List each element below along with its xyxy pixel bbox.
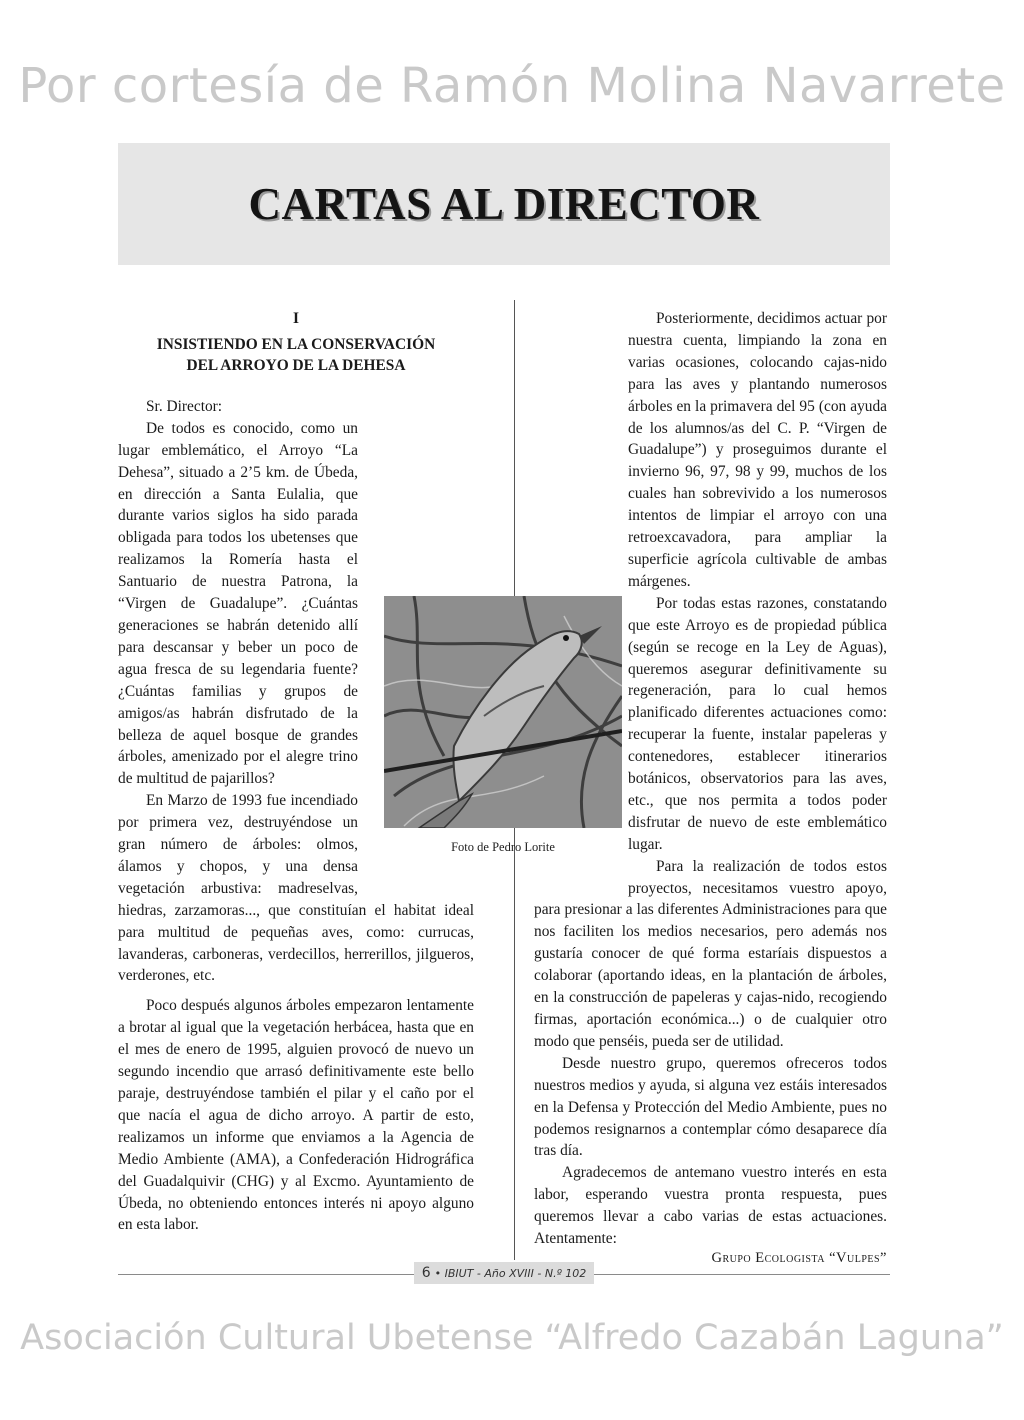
bird-photo-icon — [384, 596, 622, 828]
watermark-bottom: Asociación Cultural Ubetense “Alfredo Cazabán Laguna” — [20, 1318, 1004, 1358]
body-paragraph: Posteriormente, decidimos actuar por nuestra cuenta, limpiando la zona en varias ocasiones, colocando cajas-nido para las aves y plantando numerosos árboles en la primavera del 95 (con ayuda de los alumnos/as del C. P. “Virgen de Guadalupe”) y proseguimos durante el invierno 96, 97, 98 y 99, muchos de los cuales han sobrevivido a los numerosos intentos de limpiar el arroyo con una retroexcavadora, para ampliar la superficie agrícola cultivable de ambas márgenes. — [628, 310, 887, 590]
body-paragraph: De todos es conocido, como un lugar emblemático, el Arroyo “La Dehesa”, situado a 2’5 km. de Úbeda, en dirección a Santa Eulalia, que durante varios siglos ha sido parada obligada para todos los ubetenses que realizamos la Romería hasta el Santuario de nuestra Patrona, la “Virgen de Guadalupe”. ¿Cuántas generaciones se habrán detenido allí para descansar y beber un poco de agua fresca de su legendaria fuente? ¿Cuántas familias y grupos de amigos/as habrán disfrutado de la belleza de aquel bosque de grandes árboles, amenizado por el alegre trino de multitud de pajarillos? — [118, 419, 358, 788]
article-number: I — [293, 310, 299, 327]
salutation: Sr. Director: — [146, 397, 223, 415]
signature: Grupo Ecologista “Vulpes” — [711, 1250, 887, 1266]
body-paragraph: Desde nuestro grupo, queremos ofreceros todos nuestros medios y ayuda, si alguna vez estáis interesados en la Defensa y Protección del Medio Ambiente, pues no podemos resignarnos a contemplar cómo desaparece día tras día. — [534, 1054, 887, 1160]
watermark-top: Por cortesía de Ramón Molina Navarrete — [18, 58, 1006, 114]
body-paragraph: Por todas estas razones, constatando que este Arroyo es de propiedad pública (según se recoge en la Ley de Aguas), queremos asegurar definitivamente su regeneración, para lo cual hemos planificado diferentes actuaciones como: recuperar la fuente, instalar papeleras y contenedores, establecer itinerarios botánicos, observatorios para las aves, etc., que nos permita a todos poder disfrutar de nuevo de este emblemático lugar. — [628, 594, 887, 853]
publication-info: • IBIUT - Año XVIII - N.º 102 — [434, 1266, 587, 1280]
footer-rule-right — [594, 1274, 890, 1275]
footer-rule-left — [118, 1274, 414, 1275]
footer-page-info — [414, 1262, 594, 1284]
body-paragraph: Poco después algunos árboles empezaron lentamente a brotar al igual que la vegetación herbácea, hasta que en el mes de enero de 1995, alguien provocó de nuevo un segundo incendio que arrasó definitivamente este bello paraje, destruyéndose también el pilar y el caño por el que nacía el agua de dicho arroyo. A partir de esto, realizamos un informe que enviamos a la Agencia de Medio Ambiente (AMA), a Confederación Hidrográfica del Guadalquivir (CHG) y al Excmo. Ayuntamiento de Úbeda, no obteniendo entonces interés ni apoyo alguno en esta labor. — [118, 997, 474, 1234]
body-paragraph: Para la realización de todos estos proyectos, necesitamos vuestro apoyo, para presionar a las diferentes Administraciones para que nos faciliten los medios necesarios, pero además nos gustaría conocer de qué forma estaríais dispuestos a colaborar (aportando ideas, en la plantación de árboles, en la construcción de papeleras y cajas-nido, recogiendo firmas, aportación económica...) o de cualquier otro modo que penséis, pueda ser de utilidad. — [534, 857, 887, 1050]
article-title-line2: DEL ARROYO DE LA DEHESA — [186, 356, 406, 374]
page-title: CARTAS AL DIRECTOR — [248, 179, 760, 229]
page-number: 6 — [421, 1265, 431, 1281]
article-title — [118, 334, 474, 376]
bird-photo — [384, 596, 622, 828]
article-title-line1: INSISTIENDO EN LA CONSERVACIÓN — [156, 335, 436, 353]
body-paragraph: En Marzo de 1993 fue incendiado por primera vez, destruyéndose un gran número de árboles: olmos, álamos y chopos, y una densa vegetación arbustiva: madreselvas, hiedras, zarzamoras..., que constituían el habitat ideal para multitud de pequeñas aves, como: currucas, lavanderas, carboneras, verdecillos, herrerillos, jilgueros, verderones, etc. — [118, 792, 474, 985]
photo-caption: Foto de Pedro Lorite — [451, 840, 555, 854]
section-header — [118, 143, 890, 265]
body-paragraph: Agradecemos de antemano vuestro interés en esta labor, esperando vuestra pronta respuesta, pues queremos llevar a cabo varias de estas actuaciones. Atentamente: — [534, 1164, 887, 1248]
